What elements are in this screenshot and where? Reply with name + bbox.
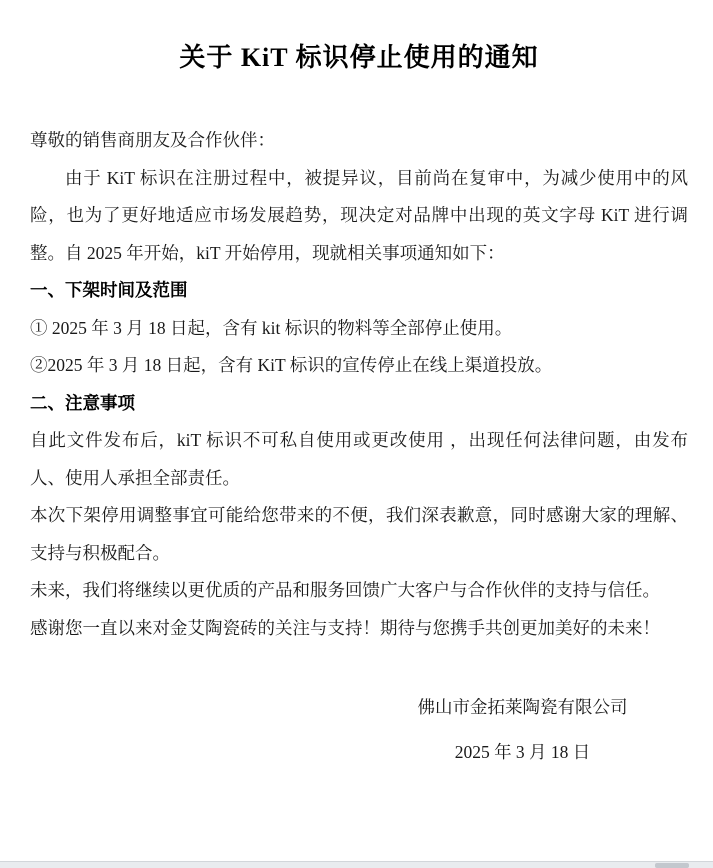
notice-paragraph-4: 感谢您一直以来对金艾陶瓷砖的关注与支持！期待与您携手共创更加美好的未来！ [30,617,660,638]
signature-block [357,685,688,775]
document-content [0,40,713,775]
horizontal-scrollbar[interactable] [0,861,713,868]
scrollbar-thumb[interactable] [655,863,689,868]
signature-date: 2025 年 3 月 18 日 [454,742,591,762]
notice-paragraph-3: 未来，我们将继续以更优质的产品和服务回馈广大客户与合作伙伴的支持与信任。 [30,580,660,600]
greeting: 尊敬的销售商朋友及合作伙伴： [30,130,275,150]
section-1-item-1: ① 2025 年 3 月 18 日起，含有 kit 标识的物料等全部停止使用。 [30,317,513,338]
signature-company: 佛山市金拓莱陶瓷有限公司 [417,697,628,717]
section-2-heading: 二、注意事项 [30,392,135,413]
intro-paragraph: 由于 KiT 标识在注册过程中，被提异议，目前尚在复审中，为减少使用中的风险，也为了更好地适应市场发展趋势，现决定对品牌中出现的英文字母 KiT 进行调整。自 2025 年开始，kiT 开始停用，现就相关事项通知如下： [30,167,688,263]
section-1-heading: 一、下架时间及范围 [30,280,188,300]
notice-paragraph-1: 自此文件发布后，kiT 标识不可私自使用或更改使用 ，出现任何法律问题，由发布人、使用人承担全部责任。 [30,430,688,488]
document-title: 关于 KiT 标识停止使用的通知 [179,43,539,72]
section-1-item-2: ②2025 年 3 月 18 日起，含有 KiT 标识的宣传停止在线上渠道投放。 [30,355,553,375]
notice-paragraph-2: 本次下架停用调整事宜可能给您带来的不便，我们深表歉意，同时感谢大家的理解、支持与积极配合。 [30,505,688,563]
